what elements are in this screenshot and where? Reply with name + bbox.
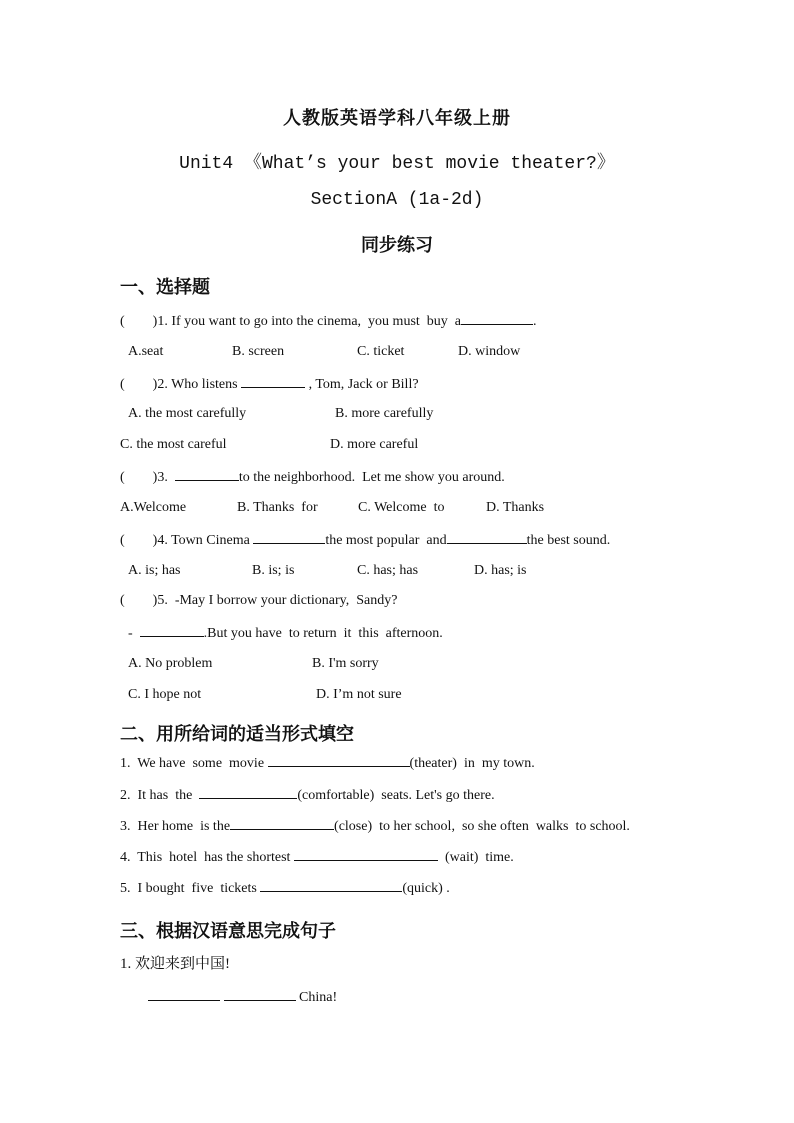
question-4: ( )4. Town Cinema the most popular and the best sound. [120, 533, 611, 548]
option-b: B. is; is [252, 563, 295, 578]
fill-item-1: 1. We have some movie (theater) in my town. [120, 756, 535, 771]
option-a: A. No problem [128, 656, 213, 671]
question-5: ( )5. -May I borrow your dictionary, Sandy? [120, 593, 398, 608]
answer-blank[interactable] [447, 531, 527, 544]
answer-blank[interactable] [148, 988, 220, 1001]
option-b: B. I'm sorry [312, 656, 379, 671]
option-b: B. Thanks for [237, 500, 318, 515]
question-5-reply: - .But you have to return it this afternoon. [128, 626, 443, 641]
answer-blank[interactable] [175, 468, 239, 481]
fill-item-3: 3. Her home is the (close) to her school, so she often walks to school. [120, 819, 630, 834]
option-c: C. ticket [357, 344, 405, 359]
option-c: C. has; has [357, 563, 419, 578]
option-d: D. Thanks [486, 500, 545, 515]
option-d: D. window [458, 344, 521, 359]
translate-answer-1: China! [148, 988, 337, 1006]
part3-heading: 三、根据汉语意思完成句子 [120, 921, 336, 941]
question-1: ( )1. If you want to go into the cinema, you must buy a . [120, 314, 537, 329]
answer-blank[interactable] [224, 988, 296, 1001]
option-d: D. has; is [474, 563, 527, 578]
answer-blank[interactable] [253, 531, 325, 544]
answer-blank[interactable] [260, 879, 402, 892]
option-c: C. I hope not [128, 687, 202, 702]
question-2: ( )2. Who listens , Tom, Jack or Bill? [120, 377, 419, 392]
answer-blank[interactable] [461, 312, 533, 325]
fill-item-2: 2. It has the (comfortable) seats. Let's go there. [120, 788, 495, 803]
answer-blank[interactable] [230, 817, 334, 830]
document-title: 人教版英语学科八年级上册 [283, 108, 511, 128]
answer-blank[interactable] [140, 624, 204, 637]
question-3: ( )3. to the neighborhood. Let me show you around. [120, 470, 505, 485]
option-c: C. the most careful [120, 437, 227, 452]
unit-title: Unit4 《What’s your best movie theater?》 [179, 154, 615, 174]
option-b: B. screen [232, 344, 285, 359]
practice-title: 同步练习 [361, 235, 433, 255]
option-c: C. Welcome to [358, 500, 445, 515]
option-a: A. the most carefully [128, 406, 247, 421]
option-a: A. is; has [128, 563, 181, 578]
translate-item-1: 1. 欢迎来到中国! [120, 956, 230, 972]
fill-item-4: 4. This hotel has the shortest (wait) time. [120, 850, 514, 865]
answer-blank[interactable] [199, 786, 297, 799]
option-a: A.Welcome [120, 500, 187, 515]
option-d: D. more careful [330, 437, 419, 452]
option-b: B. more carefully [335, 406, 434, 421]
fill-item-5: 5. I bought five tickets (quick) . [120, 881, 450, 896]
section-title: SectionA (1a-2d) [310, 190, 484, 210]
option-d: D. I’m not sure [316, 687, 402, 702]
option-a: A.seat [128, 344, 164, 359]
answer-blank[interactable] [294, 848, 438, 861]
part2-heading: 二、用所给词的适当形式填空 [120, 724, 354, 744]
answer-blank[interactable] [268, 754, 410, 767]
part1-heading: 一、选择题 [120, 277, 210, 297]
answer-blank[interactable] [241, 375, 305, 388]
